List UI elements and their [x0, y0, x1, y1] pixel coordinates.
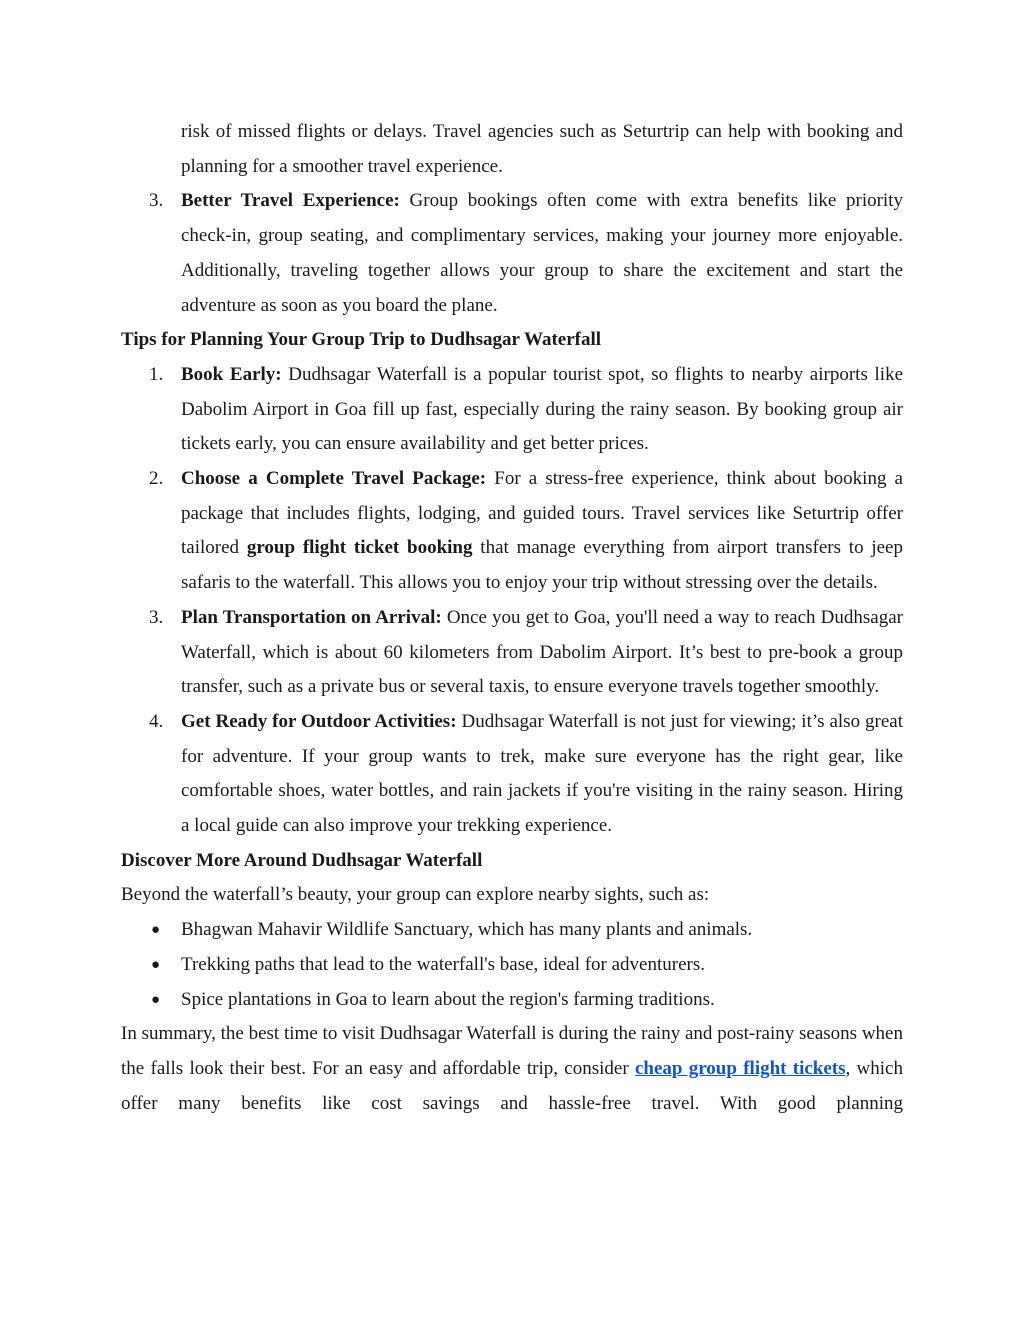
discover-intro: Beyond the waterfall’s beauty, your group can explore nearby sights, such as:	[121, 884, 710, 906]
tip-text: For a stress-free experience, think about booking a package that includes flights, lodging, and guided tours. Travel services like Seturtrip offer tailored	[181, 468, 903, 559]
tip-item-1	[121, 358, 903, 462]
tip-text: Once you get to Goa, you'll need a way to reach Dudhsagar Waterfall, which is about 60 kilometers from Dabolim Airport. It’s best to pre-book a group transfer, such as a private bus or several taxis, to ensure everyone travels together smoothly.	[181, 606, 903, 698]
summary-paragraph	[121, 1017, 903, 1121]
bullet-text: Spice plantations in Goa to learn about the region's farming traditions.	[181, 988, 715, 1010]
summary-text: , which offer many benefits like cost savings and hassle-free travel. With good planning	[121, 1057, 903, 1114]
list-number: 3.	[149, 190, 164, 212]
tip-bold-phrase: group flight ticket booking	[246, 537, 473, 559]
bullet-icon: ●	[151, 991, 161, 1008]
benefit-text: Group bookings often come with extra benefits like priority check-in, group seating, and complimentary services, making your journey more enjoyable. Additionally, traveling together allows your group to share the excitement and start the adventure as soon as you board the plane.	[181, 190, 903, 316]
tip-text: that manage everything from airport transfers to jeep safaris to the waterfall. This allows you to enjoy your trip without stressing over the details.	[181, 537, 903, 594]
summary-text: In summary, the best time to visit Dudhsagar Waterfall is during the rainy and post-rainy seasons when the falls look their best. For an easy and affordable trip, consider	[121, 1023, 903, 1079]
document-body	[121, 115, 903, 1121]
tip-item-3	[121, 601, 903, 705]
cheap-group-flight-tickets-link[interactable]: cheap group flight tickets	[634, 1057, 846, 1079]
tip-title: Book Early:	[181, 363, 282, 385]
tip-text: Dudhsagar Waterfall is a popular tourist spot, so flights to nearby airports like Dabolim Airport in Goa fill up fast, especially during the rainy season. By booking group air tickets early, you can ensure availability and get better prices.	[181, 363, 904, 455]
list-number: 1.	[149, 363, 164, 385]
bullet-icon: ●	[151, 922, 161, 939]
benefit-2-continuation: risk of missed flights or delays. Travel agencies such as Seturtrip can help with booking and planning for a smoother travel experience.	[181, 121, 903, 177]
tip-title: Get Ready for Outdoor Activities:	[181, 710, 457, 732]
tip-title: Choose a Complete Travel Package:	[181, 468, 487, 490]
section-heading-tips: Tips for Planning Your Group Trip to Dudhsagar Waterfall	[121, 329, 602, 351]
bullet-text: Bhagwan Mahavir Wildlife Sanctuary, which has many plants and animals.	[181, 919, 753, 941]
bullet-item	[121, 983, 903, 1018]
benefit-item-3	[121, 184, 903, 323]
list-number: 3.	[149, 606, 164, 628]
bullet-icon: ●	[151, 956, 161, 973]
tip-title: Plan Transportation on Arrival:	[181, 606, 442, 628]
list-number: 4.	[149, 710, 164, 732]
tip-item-4	[121, 705, 903, 844]
section-heading-discover: Discover More Around Dudhsagar Waterfall	[121, 849, 483, 871]
tip-text: Dudhsagar Waterfall is not just for viewing; it’s also great for adventure. If your group wants to trek, make sure everyone has the right gear, like comfortable shoes, water bottles, and rain jackets if you're visiting in the rainy season. Hiring a local guide can also improve your trekking experience.	[181, 710, 903, 837]
bullet-item	[121, 913, 903, 948]
benefit-title: Better Travel Experience:	[181, 190, 400, 212]
list-number: 2.	[149, 468, 164, 490]
bullet-item	[121, 948, 903, 983]
bullet-text: Trekking paths that lead to the waterfall's base, ideal for adventurers.	[181, 953, 706, 975]
tip-item-2	[121, 462, 903, 601]
